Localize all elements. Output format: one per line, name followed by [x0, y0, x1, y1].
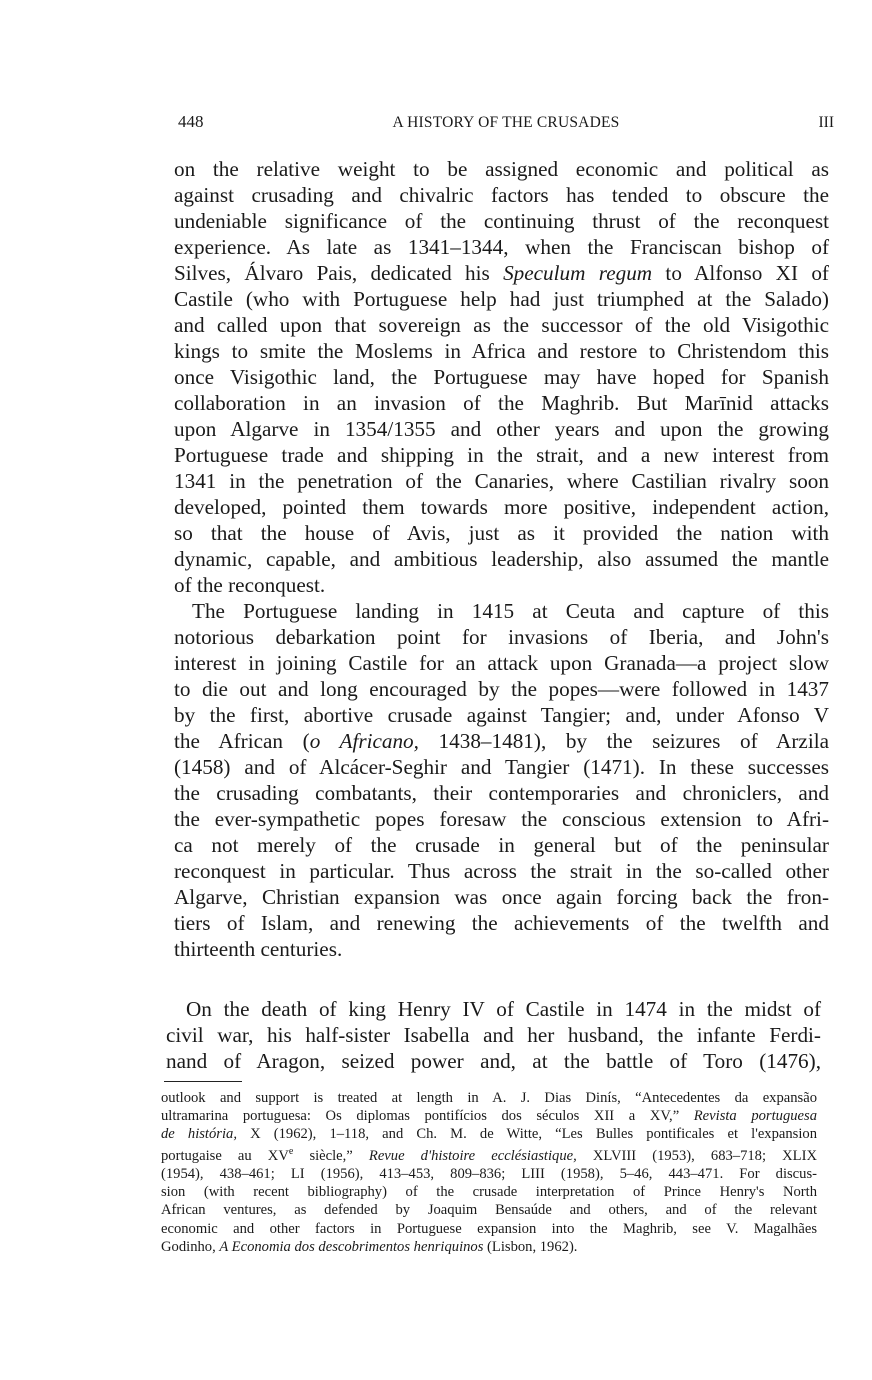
text-segment: portugaise au XV [161, 1148, 289, 1165]
text-line: upon Algarve in 1354/1355 and other years and upon the growing [174, 417, 829, 441]
text-segment: X (1962), 1–118, and Ch. M. de Witte, “Les Bulles pontificales et l'expansion [236, 1126, 817, 1143]
text-line: notorious debarkation point for invasions of Iberia, and John's [174, 625, 829, 649]
text-line: to die out and long encouraged by the popes—were followed in 1437 [174, 677, 829, 701]
text-line: on the relative weight to be assigned economic and political as [174, 157, 829, 181]
paragraph-1 [174, 156, 829, 598]
text-segment: Godinho, [161, 1238, 220, 1255]
footnote-line: outlook and support is treated at length in A. J. Dias Dinís, “Antecedentes da expansão [161, 1090, 817, 1106]
italic-title: de história, [161, 1126, 237, 1143]
text-line: Algarve, Christian expansion was once again forcing back the fron- [174, 885, 829, 909]
text-line: against crusading and chivalric factors has tended to obscure the [174, 183, 829, 207]
text-segment: siècle,” [293, 1148, 369, 1165]
superscript: e [288, 1146, 294, 1158]
text-line [174, 728, 829, 754]
section-number: III [818, 114, 834, 131]
text-line: by the first, abortive crusade against Tangier; and, under Afonso V [174, 703, 829, 727]
footnote-line: African ventures, as defended by Joaquim Bensaúde and others, and of the relevant [161, 1202, 817, 1219]
italic-title: o Africano, [309, 729, 419, 753]
text-segment: to Alfonso XI of [652, 261, 829, 285]
text-line: thirteenth centuries. [174, 937, 343, 961]
running-header [178, 112, 834, 140]
paragraph-2 [174, 598, 829, 962]
text-line: dynamic, capable, and ambitious leadership, also assumed the mantle [174, 547, 829, 571]
text-segment: 1438–1481), by the seizures of Arzila [418, 729, 829, 753]
text-line: so that the house of Avis, just as it provided the nation with [174, 521, 829, 545]
footnote-line: (1954), 438–461; LI (1956), 413–453, 809–836; LIII (1958), 5–46, 443–471. For discus- [161, 1166, 817, 1183]
text-line: 1341 in the penetration of the Canaries, where Castilian rivalry soon [174, 469, 829, 493]
footnote-line [161, 1238, 817, 1256]
page-number: 448 [178, 112, 204, 131]
text-segment: the African ( [174, 729, 310, 753]
text-line: The Portuguese landing in 1415 at Ceuta and capture of this [192, 599, 829, 623]
text-line: of the reconquest. [174, 573, 326, 597]
text-line: the crusading combatants, their contemporaries and chroniclers, and [174, 781, 829, 805]
text-line: reconquest in particular. Thus across the strait in the so-called other [174, 859, 829, 883]
main-text [174, 156, 829, 962]
text-line: collaboration in an invasion of the Maghrib. But Marīnid attacks [174, 391, 829, 415]
text-line: and called upon that sovereign as the successor of the old Visigothic [174, 313, 829, 337]
running-title: A HISTORY OF THE CRUSADES [392, 114, 620, 131]
text-line: (1458) and of Alcácer-Seghir and Tangier (1471). In these successes [174, 755, 829, 779]
text-line: Portuguese trade and shipping in the strait, and a new interest from [174, 443, 829, 467]
text-line: tiers of Islam, and renewing the achievements of the twelfth and [174, 911, 829, 935]
text-line: interest in joining Castile for an attack upon Granada—a project slow [174, 651, 829, 675]
italic-title: Revista portuguesa [693, 1108, 817, 1125]
footnote-line [161, 1125, 817, 1143]
text-segment: ultramarina portuguesa: Os diplomas pontifícios dos séculos XII a XV,” [161, 1108, 694, 1125]
text-line: experience. As late as 1341–1344, when the Franciscan bishop of [174, 235, 829, 259]
text-line: ca not merely of the crusade in general but of the peninsular [174, 833, 829, 857]
footnote-line [161, 1107, 817, 1125]
footnote-line: economic and other factors in Portuguese expansion into the Maghrib, see V. Magalhães [161, 1220, 817, 1237]
italic-title: A Economia dos descobrimentos henriquinos [219, 1238, 484, 1255]
italic-title: Revue d'histoire ecclésiastique, [368, 1148, 577, 1165]
text-segment: Silves, Álvaro Pais, dedicated his [174, 261, 504, 285]
text-segment: (Lisbon, 1962). [483, 1238, 578, 1255]
text-line: the ever-sympathetic popes foresaw the conscious extension to Afri- [174, 807, 829, 831]
text-line: civil war, his half-sister Isabella and her husband, the infante Ferdi- [166, 1023, 821, 1047]
text-line: once Visigothic land, the Portuguese may have hoped for Spanish [174, 365, 829, 389]
text-line: developed, pointed them towards more positive, independent action, [174, 495, 829, 519]
footnote [161, 1089, 817, 1256]
text-line: On the death of king Henry IV of Castile in 1474 in the midst of [186, 997, 821, 1021]
italic-title: Speculum regum [503, 261, 653, 285]
footnote-line [161, 1143, 817, 1165]
text-line: nand of Aragon, seized power and, at the battle of Toro (1476), [166, 1049, 821, 1073]
paragraph-3 [166, 996, 821, 1074]
footnote-line: sion (with recent bibliography) of the crusade interpretation of Prince Henry's North [161, 1184, 817, 1201]
text-line: kings to smite the Moslems in Africa and restore to Christendom this [174, 339, 829, 363]
text-segment: XLVIII (1953), 683–718; XLIX [576, 1148, 817, 1165]
text-line [174, 260, 829, 286]
text-line: undeniable significance of the continuing thrust of the reconquest [174, 209, 829, 233]
footnote-rule [164, 1081, 242, 1082]
text-line: Castile (who with Portuguese help had just triumphed at the Salado) [174, 287, 829, 311]
